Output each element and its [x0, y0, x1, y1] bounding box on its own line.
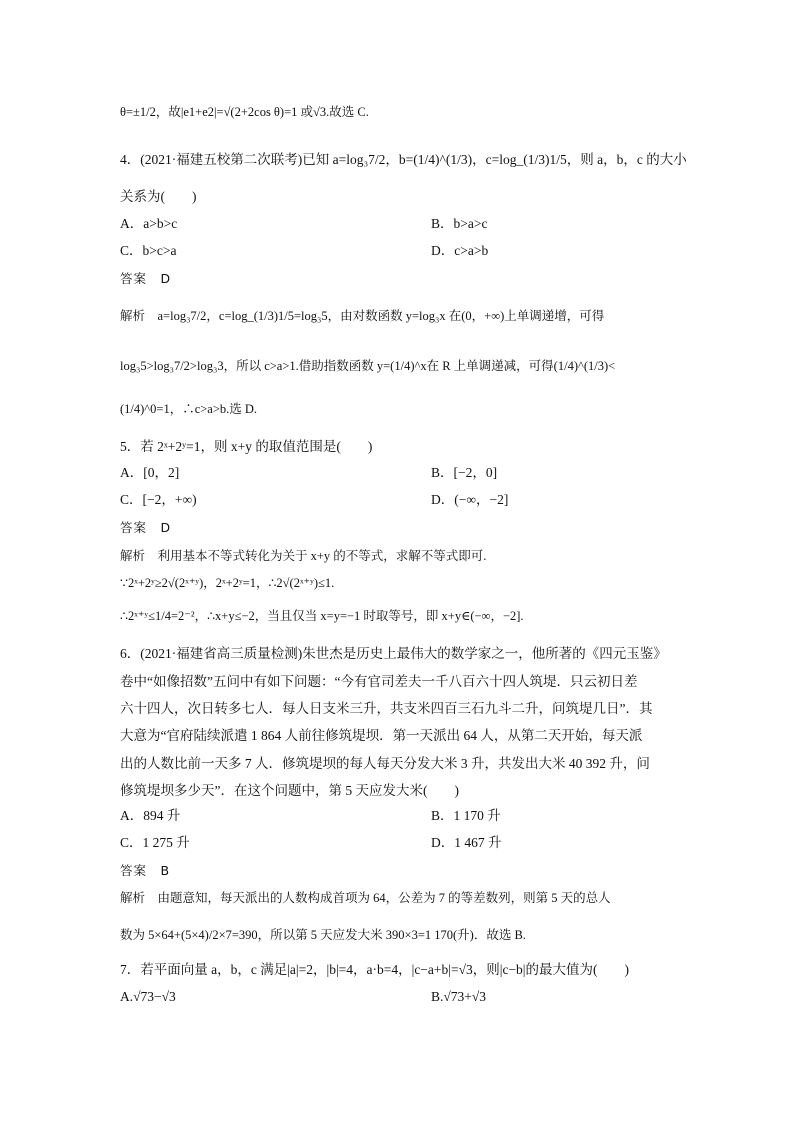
answer-label: 答案 B — [120, 863, 171, 878]
text-line: 关系为( ) — [120, 189, 197, 204]
text-line: 解析 利用基本不等式转化为关于 x+y 的不等式，求解不等式即可. — [120, 549, 487, 563]
text-line: (1/4)^0=1，∴c>a>b.选 D. — [120, 402, 258, 416]
text-line: θ=±1/2，故|e1+e2|=√(2+2cos θ)=1 或√3.故选 C. — [120, 105, 369, 119]
answer-option: A.√73−√3 — [120, 989, 176, 1004]
text-line: 解析 a=log₃7/2，c=log_(1/3)1/5=log₃5，由对数函数 y=log₃x 在(0，+∞)上单调递增，可得 — [120, 309, 605, 323]
text-line: 大意为“官府陆续派遣 1 864 人前往修筑堤坝．第一天派出 64 人，从第二天开始，每天派 — [120, 728, 643, 743]
text-line: 数为 5×64+(5×4)/2×7=390，所以第 5 天应发大米 390×3=1 170(升)．故选 B. — [120, 928, 526, 942]
answer-option: B.√73+√3 — [431, 989, 487, 1004]
answer-option: D．(−∞，−2] — [431, 492, 509, 507]
text-line: 六十四人，次日转多七人．每人日支米三升，共支米四百三石九斗二升，问筑堤几日”．其 — [120, 701, 653, 716]
text-line: 解析 由题意知，每天派出的人数构成首项为 64，公差为 7 的等差数列，则第 5 天的总人 — [120, 891, 611, 905]
text-line: 卷中“如像招数”五问中有如下问题：“今有官司差夫一千八百六十四人筑堤．只云初日差 — [120, 674, 638, 689]
text-line: 5．若 2ˣ+2ʸ=1，则 x+y 的取值范围是( ) — [120, 439, 373, 454]
answer-option: A．a>b>c — [120, 216, 178, 231]
text-line: log₃5>log₃7/2>log₃3，所以 c>a>1.借助指数函数 y=(1/4)^x在 R 上单调递减，可得(1/4)^(1/3)< — [120, 359, 616, 373]
answer-option: A．894 升 — [120, 808, 181, 823]
answer-option: A．[0，2] — [120, 465, 180, 480]
text-line: 修筑堤坝多少天”．在这个问题中，第 5 天应发大米( ) — [120, 783, 459, 798]
answer-option: C．[−2，+∞) — [120, 492, 197, 507]
answer-option: B．1 170 升 — [431, 808, 501, 823]
answer-label: 答案 D — [120, 271, 172, 286]
text-line: 6．(2021·福建省高三质量检测)朱世杰是历史上最伟大的数学家之一，他所著的《四元玉鉴》 — [120, 646, 667, 661]
answer-option: C．b>c>a — [120, 243, 177, 258]
text-line: 出的人数比前一天多 7 人．修筑堤坝的每人每天分发大米 3 升，共发出大米 40 392 升，问 — [120, 756, 650, 771]
answer-option: D．1 467 升 — [431, 835, 502, 850]
answer-option: D．c>a>b — [431, 243, 489, 258]
text-line: 4．(2021·福建五校第二次联考)已知 a=log₃7/2，b=(1/4)^(1/3)，c=log_(1/3)1/5，则 a，b，c 的大小 — [120, 152, 687, 167]
text-line: ∵2ˣ+2ʸ≥2√(2ˣ⁺ʸ)，2ˣ+2ʸ=1，∴2√(2ˣ⁺ʸ)≤1. — [120, 576, 335, 590]
text-line: ∴2ˣ⁺ʸ≤1/4=2⁻²，∴x+y≤−2，当且仅当 x=y=−1 时取等号，即 x+y∈(−∞，−2]. — [120, 609, 524, 623]
answer-option: C．1 275 升 — [120, 835, 190, 850]
answer-label: 答案 D — [120, 520, 172, 535]
answer-option: B．b>a>c — [431, 216, 488, 231]
answer-option: B．[−2，0] — [431, 465, 498, 480]
text-line: 7．若平面向量 a，b，c 满足|a|=2，|b|=4，a·b=4，|c−a+b|=√3，则|c−b|的最大值为( ) — [120, 962, 630, 977]
